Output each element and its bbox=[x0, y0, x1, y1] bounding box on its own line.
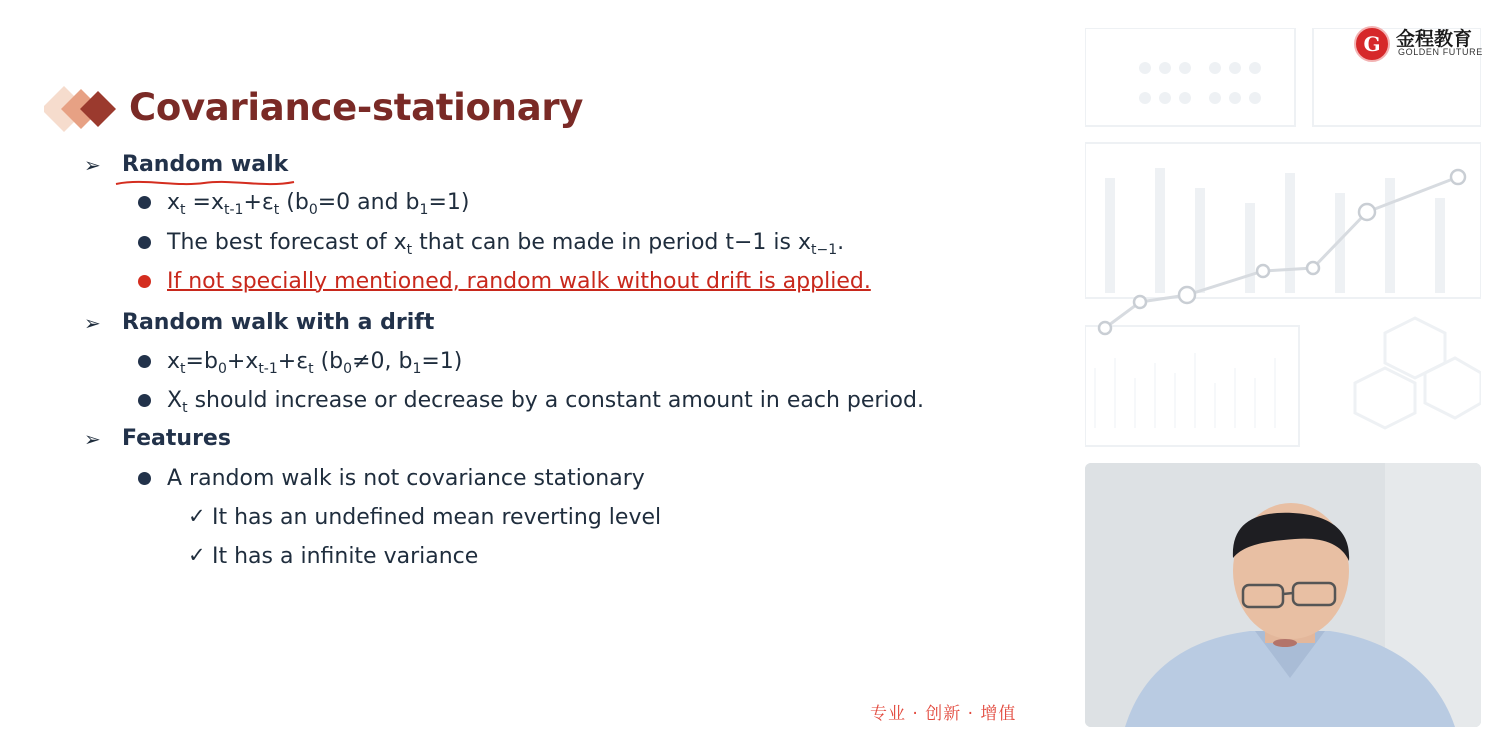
tagline: 专业 · 创新 · 增值 bbox=[870, 704, 1017, 724]
checkmark-icon: ✓ bbox=[188, 544, 206, 567]
section-heading-random-walk: Random walk bbox=[122, 152, 289, 177]
golden-future-logo bbox=[1354, 24, 1486, 64]
features-bullet: A random walk is not covariance stationary bbox=[167, 466, 645, 491]
title-diamond-icon bbox=[44, 86, 124, 132]
section-heading-drift: Random walk with a drift bbox=[122, 310, 435, 335]
bullet-dot bbox=[138, 472, 151, 485]
no-drift-note: If not specially mentioned, random walk without drift is applied. bbox=[167, 269, 871, 294]
arrow-bullet-icon: ➢ bbox=[84, 429, 101, 451]
logo-chinese-name: 金程教育 bbox=[1396, 28, 1473, 50]
presenter-image bbox=[1085, 463, 1481, 727]
bullet-dot bbox=[138, 394, 151, 407]
presenter-webcam bbox=[1085, 463, 1481, 727]
arrow-bullet-icon: ➢ bbox=[84, 313, 101, 335]
best-forecast-text: The best forecast of $x_t$ that can be made in period t−1 is $x_{t-1}$. bbox=[167, 230, 845, 258]
slide-title: Covariance-stationary bbox=[129, 86, 584, 129]
logo-english-name: GOLDEN FUTURE bbox=[1398, 47, 1483, 57]
logo-badge-icon: G bbox=[1354, 26, 1390, 62]
bullet-dot bbox=[138, 196, 151, 209]
bullet-dot-red bbox=[138, 275, 151, 288]
section-heading-features: Features bbox=[122, 426, 231, 451]
decorative-chart-graphic bbox=[1085, 28, 1481, 448]
arrow-bullet-icon: ➢ bbox=[84, 155, 101, 177]
random-walk-formula: $x_t =x_{t-1}+\varepsilon_t$ ($b_0=0$ and $b_1=1$) bbox=[167, 190, 470, 218]
red-scribble-underline bbox=[114, 175, 296, 191]
checkmark-icon: ✓ bbox=[188, 505, 206, 528]
feature-mean-reverting: It has an undefined mean reverting level bbox=[212, 505, 662, 530]
drift-description: $X_t$ should increase or decrease by a constant amount in each period. bbox=[167, 388, 924, 416]
bullet-dot bbox=[138, 236, 151, 249]
feature-infinite-variance: It has a infinite variance bbox=[212, 544, 479, 569]
bullet-dot bbox=[138, 355, 151, 368]
drift-formula: $x_t=b_0+x_{t-1}+\varepsilon_t$ ($b_0\ne 0$, $b_1=1$) bbox=[167, 349, 463, 377]
